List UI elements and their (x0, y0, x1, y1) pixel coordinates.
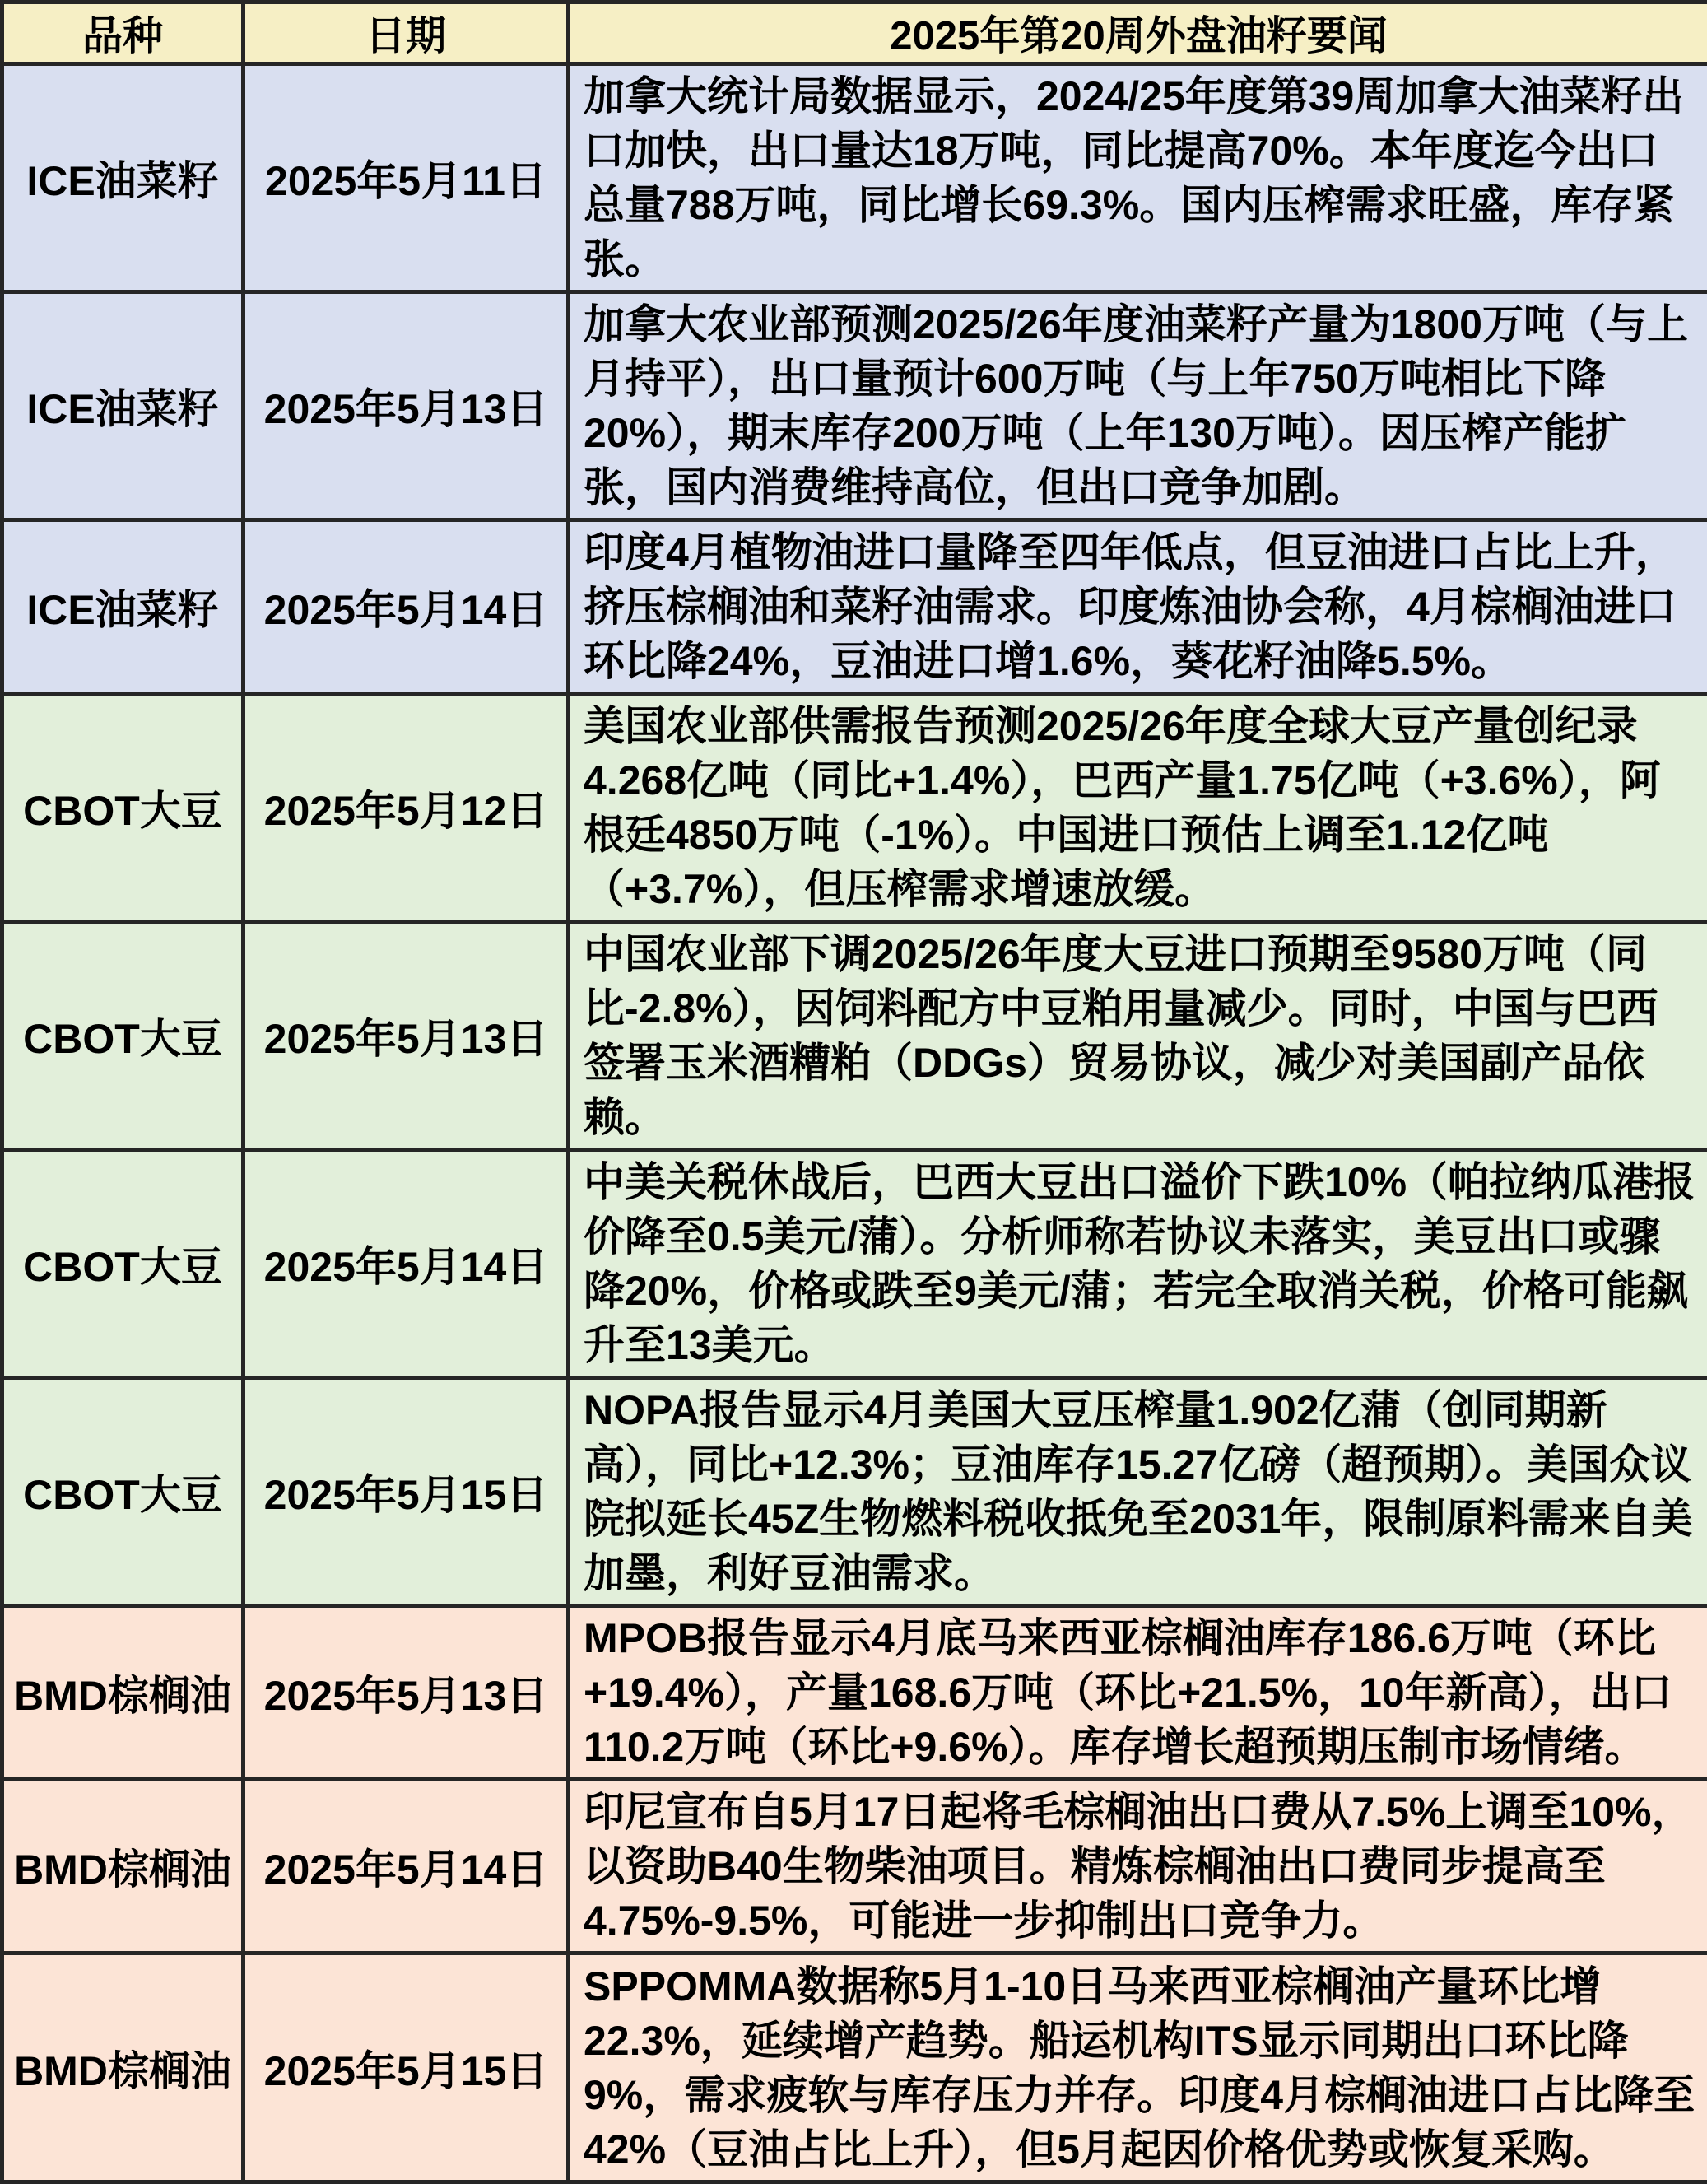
news-cell: SPPOMMA数据称5月1-10日马来西亚棕榈油产量环比增22.3%，延续增产趋势。船运机构ITS显示同期出口环比降9%，需求疲软与库存压力并存。印度4月棕榈油进口占比降至42%（豆油占比上升），但5月起因价格优势或恢复采购。 (569, 1953, 1707, 2182)
variety-cell: CBOT大豆 (2, 1378, 244, 1606)
date-cell: 2025年5月11日 (244, 64, 569, 292)
date-cell: 2025年5月12日 (244, 694, 569, 922)
date-cell: 2025年5月14日 (244, 1150, 569, 1378)
date-cell: 2025年5月14日 (244, 1780, 569, 1953)
news-cell: 加拿大农业部预测2025/26年度油菜籽产量为1800万吨（与上月持平），出口量预计600万吨（与上年750万吨相比下降20%），期末库存200万吨（上年130万吨）。因压榨产能扩张，国内消费维持高位，但出口竞争加剧。 (569, 292, 1707, 520)
table-row (2, 64, 1707, 292)
table-row (2, 1606, 1707, 1780)
table-row (2, 292, 1707, 520)
table-row (2, 694, 1707, 922)
variety-cell: CBOT大豆 (2, 694, 244, 922)
header-variety: 品种 (2, 2, 244, 64)
table-row (2, 1150, 1707, 1378)
date-cell: 2025年5月15日 (244, 1953, 569, 2182)
news-cell: 中美关税休战后，巴西大豆出口溢价下跌10%（帕拉纳瓜港报价降至0.5美元/蒲）。分析师称若协议未落实，美豆出口或骤降20%，价格或跌至9美元/蒲；若完全取消关税，价格可能飙升至13美元。 (569, 1150, 1707, 1378)
variety-cell: CBOT大豆 (2, 1150, 244, 1378)
news-cell: 中国农业部下调2025/26年度大豆进口预期至9580万吨（同比-2.8%），因饲料配方中豆粕用量减少。同时，中国与巴西签署玉米酒糟粕（DDGs）贸易协议，减少对美国副产品依赖。 (569, 922, 1707, 1150)
date-cell: 2025年5月13日 (244, 922, 569, 1150)
variety-cell: BMD棕榈油 (2, 1606, 244, 1780)
header-news-title: 2025年第20周外盘油籽要闻 (569, 2, 1707, 64)
header-row (2, 2, 1707, 64)
variety-cell: ICE油菜籽 (2, 292, 244, 520)
date-cell: 2025年5月14日 (244, 520, 569, 694)
news-cell: NOPA报告显示4月美国大豆压榨量1.902亿蒲（创同期新高），同比+12.3%；豆油库存15.27亿磅（超预期）。美国众议院拟延长45Z生物燃料税收抵免至2031年，限制原料需来自美加墨，利好豆油需求。 (569, 1378, 1707, 1606)
news-cell: 加拿大统计局数据显示，2024/25年度第39周加拿大油菜籽出口加快，出口量达18万吨，同比提高70%。本年度迄今出口总量788万吨，同比增长69.3%。国内压榨需求旺盛，库存紧张。 (569, 64, 1707, 292)
news-cell: 印度4月植物油进口量降至四年低点，但豆油进口占比上升，挤压棕榈油和菜籽油需求。印度炼油协会称，4月棕榈油进口环比降24%，豆油进口增1.6%，葵花籽油降5.5%。 (569, 520, 1707, 694)
table-row (2, 922, 1707, 1150)
variety-cell: ICE油菜籽 (2, 64, 244, 292)
news-cell: MPOB报告显示4月底马来西亚棕榈油库存186.6万吨（环比+19.4%），产量168.6万吨（环比+21.5%，10年新高），出口110.2万吨（环比+9.6%）。库存增长超预期压制市场情绪。 (569, 1606, 1707, 1780)
news-cell: 美国农业部供需报告预测2025/26年度全球大豆产量创纪录4.268亿吨（同比+1.4%），巴西产量1.75亿吨（+3.6%），阿根廷4850万吨（-1%）。中国进口预估上调至1.12亿吨（+3.7%），但压榨需求增速放缓。 (569, 694, 1707, 922)
date-cell: 2025年5月13日 (244, 292, 569, 520)
variety-cell: BMD棕榈油 (2, 1780, 244, 1953)
variety-cell: CBOT大豆 (2, 922, 244, 1150)
table-row (2, 520, 1707, 694)
date-cell: 2025年5月15日 (244, 1378, 569, 1606)
header-date: 日期 (244, 2, 569, 64)
news-cell: 印尼宣布自5月17日起将毛棕榈油出口费从7.5%上调至10%，以资助B40生物柴油项目。精炼棕榈油出口费同步提高至4.75%-9.5%，可能进一步抑制出口竞争力。 (569, 1780, 1707, 1953)
table-row (2, 1953, 1707, 2182)
date-cell: 2025年5月13日 (244, 1606, 569, 1780)
variety-cell: ICE油菜籽 (2, 520, 244, 694)
table-row (2, 1780, 1707, 1953)
table-row (2, 1378, 1707, 1606)
variety-cell: BMD棕榈油 (2, 1953, 244, 2182)
table-body (2, 64, 1707, 2182)
